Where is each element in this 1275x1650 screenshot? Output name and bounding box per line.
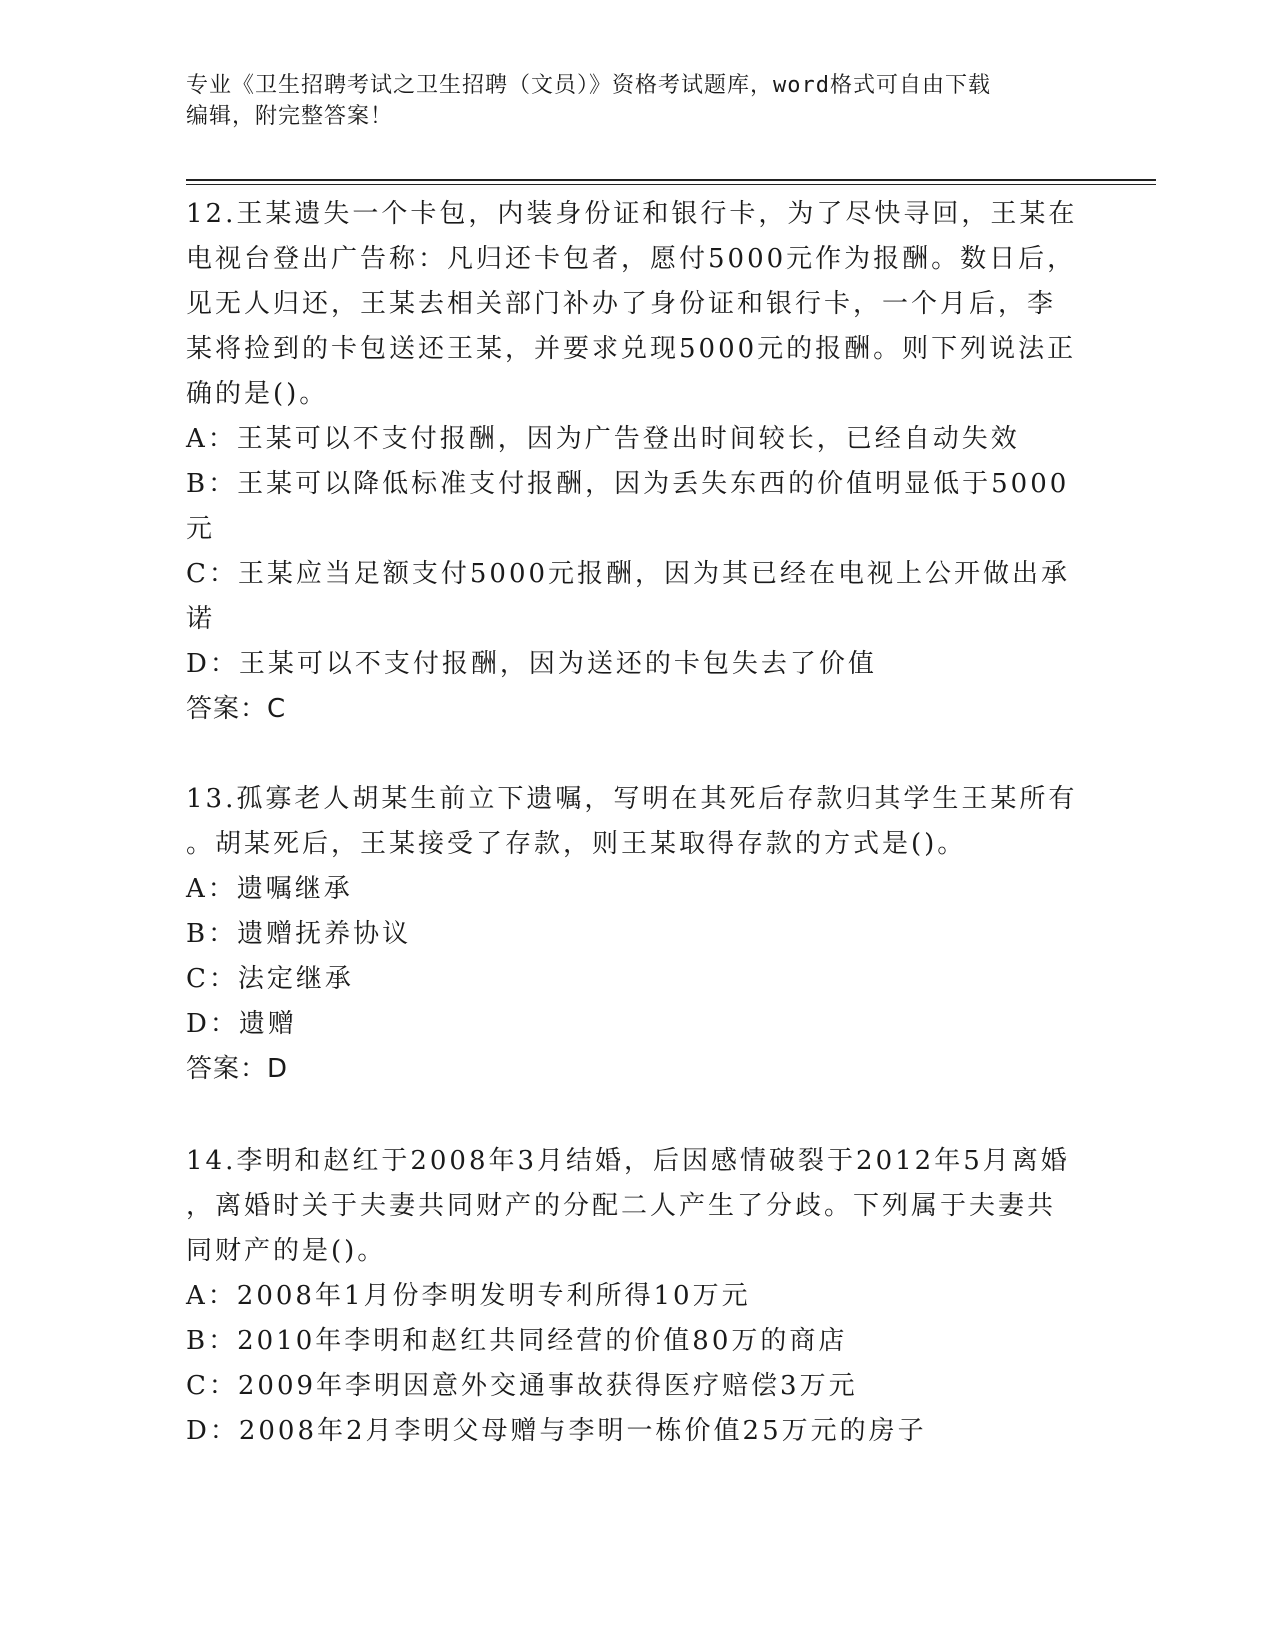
question-14-line-2: ，离婚时关于夫妻共同财产的分配二人产生了分歧。下列属于夫妻共 xyxy=(186,1191,1057,1221)
question-12-option-b-cont: 元 xyxy=(186,514,216,544)
question-12-option-b: B：王某可以降低标准支付报酬，因为丢失东西的价值明显低于5000 xyxy=(186,469,1070,499)
question-12-line-3: 见无人归还，王某去相关部门补办了身份证和银行卡，一个月后，李 xyxy=(186,289,1057,319)
question-12-line-5: 确的是()。 xyxy=(186,379,329,409)
question-12-line-1: 12.王某遗失一个卡包，内装身份证和银行卡，为了尽快寻回，王某在 xyxy=(186,199,1078,229)
question-13-option-a: A：遗嘱继承 xyxy=(186,874,353,904)
header-line-1: 专业《卫生招聘考试之卫生招聘（文员）》资格考试题库，word格式可自由下载 xyxy=(186,73,991,98)
question-14-option-c: C：2009年李明因意外交通事故获得医疗赔偿3万元 xyxy=(186,1371,858,1401)
question-12-line-2: 电视台登出广告称：凡归还卡包者，愿付5000元作为报酬。数日后， xyxy=(186,244,1077,274)
question-14-option-b: B：2010年李明和赵红共同经营的价值80万的商店 xyxy=(186,1326,848,1356)
question-13-option-c: C：法定继承 xyxy=(186,964,354,994)
question-13-answer: 答案：D xyxy=(186,1054,289,1084)
question-14-line-3: 同财产的是()。 xyxy=(186,1236,387,1266)
question-14-option-d: D：2008年2月李明父母赠与李明一栋价值25万元的房子 xyxy=(186,1416,927,1446)
question-13-line-1: 13.孤寡老人胡某生前立下遗嘱，写明在其死后存款归其学生王某所有 xyxy=(186,784,1078,814)
question-12-option-a: A：王某可以不支付报酬，因为广告登出时间较长，已经自动失效 xyxy=(186,424,1020,454)
question-13-line-2: 。胡某死后，王某接受了存款，则王某取得存款的方式是()。 xyxy=(186,829,967,859)
header-divider-thick xyxy=(186,179,1156,181)
question-13-option-b: B：遗赠抚养协议 xyxy=(186,919,412,949)
question-12-option-d: D：王某可以不支付报酬，因为送还的卡包失去了价值 xyxy=(186,649,877,679)
question-12-option-c-cont: 诺 xyxy=(186,604,216,634)
header-line-2: 编辑，附完整答案！ xyxy=(186,104,394,129)
question-13-option-d: D：遗赠 xyxy=(186,1009,297,1039)
question-14-line-1: 14.李明和赵红于2008年3月结婚，后因感情破裂于2012年5月离婚 xyxy=(186,1146,1070,1176)
question-12-option-c: C：王某应当足额支付5000元报酬，因为其已经在电视上公开做出承 xyxy=(186,559,1071,589)
question-12-answer: 答案：C xyxy=(186,694,287,724)
question-14-option-a: A：2008年1月份李明发明专利所得10万元 xyxy=(186,1281,751,1311)
question-12-line-4: 某将捡到的卡包送还王某，并要求兑现5000元的报酬。则下列说法正 xyxy=(186,334,1077,364)
header-divider-thin xyxy=(186,184,1156,185)
document-header xyxy=(186,70,1086,132)
